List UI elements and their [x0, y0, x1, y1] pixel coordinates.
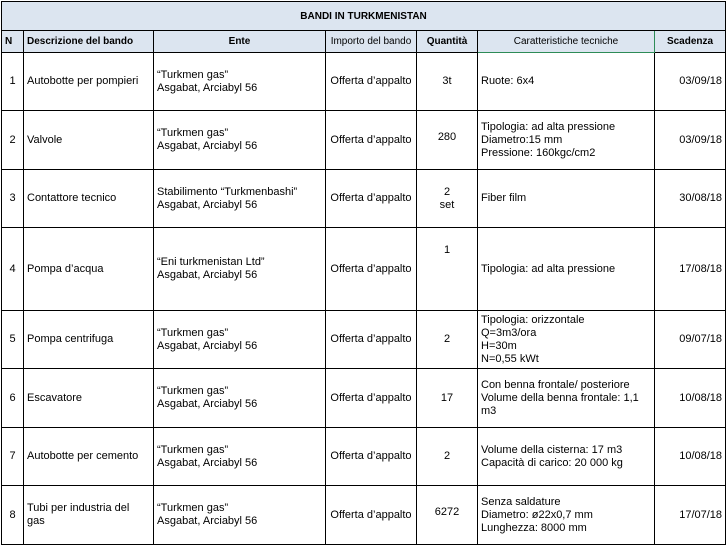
quantity-value: 6272: [434, 506, 460, 518]
spec-line: N=0,55 kWt: [481, 352, 539, 365]
tenders-table: [1, 1, 726, 545]
tender-specs[interactable]: [478, 53, 655, 111]
row-number[interactable]: 6: [2, 369, 24, 428]
tender-amount[interactable]: Offerta d’appalto: [326, 170, 417, 228]
spec-line: Q=3m3/ora: [481, 326, 537, 339]
tender-quantity[interactable]: [417, 486, 478, 545]
spec-line: Tipologia: ad alta pressione: [481, 120, 616, 133]
col-header-n[interactable]: N: [2, 31, 24, 53]
spec-line: Lunghezza: 8000 mm: [481, 521, 587, 534]
entity-address: Asgabat, Arciabyl 56: [157, 81, 258, 94]
tender-deadline[interactable]: 03/09/18: [655, 111, 726, 170]
spec-line: Diametro: ø22x0,7 mm: [481, 508, 593, 521]
tender-specs[interactable]: [478, 486, 655, 545]
spec-line: H=30m: [481, 339, 517, 352]
entity-address: Asgabat, Arciabyl 56: [157, 339, 258, 352]
row-number[interactable]: 5: [2, 311, 24, 369]
header-row: [2, 31, 726, 53]
row-number[interactable]: 3: [2, 170, 24, 228]
quantity-value: 2: [443, 185, 451, 198]
table-row: [2, 369, 726, 428]
table-row: [2, 111, 726, 170]
col-header-specs[interactable]: Caratteristiche tecniche: [478, 31, 655, 53]
table-title: BANDI IN TURKMENISTAN: [2, 2, 726, 31]
tender-entity[interactable]: [154, 311, 326, 369]
entity-name: “Turkmen gas”: [157, 502, 229, 514]
table-row: [2, 53, 726, 111]
tender-quantity[interactable]: [417, 170, 478, 228]
quantity-value: 2: [443, 450, 451, 462]
entity-name: “Turkmen gas”: [157, 443, 229, 456]
spec-line: Senza saldature: [481, 495, 561, 508]
entity-address: Asgabat, Arciabyl 56: [157, 269, 258, 281]
spec-line: Pressione: 160kgc/cm2: [481, 146, 596, 159]
tender-deadline[interactable]: 17/08/18: [655, 228, 726, 311]
tender-entity[interactable]: [154, 486, 326, 545]
tender-specs[interactable]: [478, 228, 655, 311]
entity-address: Asgabat, Arciabyl 56: [157, 456, 258, 469]
spec-line: Fiber film: [481, 192, 527, 204]
tender-quantity[interactable]: [417, 53, 478, 111]
table-row: [2, 311, 726, 369]
spec-line: Tipologia: ad alta pressione: [481, 262, 616, 275]
spec-line: Volume della benna frontale: 1,1 m3: [481, 391, 639, 417]
table-row: [2, 486, 726, 545]
entity-name: “Turkmen gas”: [157, 127, 229, 139]
tender-amount[interactable]: Offerta d’appalto: [326, 486, 417, 545]
entity-name: “Eni turkmenistan Ltd”: [157, 256, 265, 268]
row-number[interactable]: 8: [2, 486, 24, 545]
quantity-unit: set: [439, 198, 455, 211]
tender-entity[interactable]: [154, 170, 326, 228]
quantity-value: 3t: [442, 75, 452, 87]
tender-deadline[interactable]: 03/09/18: [655, 53, 726, 111]
tender-deadline[interactable]: 09/07/18: [655, 311, 726, 369]
table-row: [2, 428, 726, 486]
tender-deadline[interactable]: 30/08/18: [655, 170, 726, 228]
tender-entity[interactable]: [154, 53, 326, 111]
tender-description[interactable]: Valvole: [24, 111, 154, 170]
entity-address: Asgabat, Arciabyl 56: [157, 515, 258, 527]
tender-entity[interactable]: [154, 228, 326, 311]
row-number[interactable]: 4: [2, 228, 24, 311]
entity-address: Asgabat, Arciabyl 56: [157, 140, 258, 152]
tender-specs[interactable]: [478, 170, 655, 228]
tender-description[interactable]: Escavatore: [24, 369, 154, 428]
tender-description[interactable]: Tubi per industria del gas: [24, 486, 154, 545]
quantity-value: 17: [440, 391, 454, 404]
col-header-amount[interactable]: Importo del bando: [326, 31, 417, 53]
spec-line: Tipologia: orizzontale: [481, 313, 585, 326]
tender-amount[interactable]: Offerta d’appalto: [326, 228, 417, 311]
tender-amount[interactable]: Offerta d’appalto: [326, 53, 417, 111]
tender-description[interactable]: Contattore tecnico: [24, 170, 154, 228]
title-row: [2, 2, 726, 31]
tender-deadline[interactable]: 10/08/18: [655, 369, 726, 428]
tender-deadline[interactable]: 17/07/18: [655, 486, 726, 545]
col-header-description[interactable]: Descrizione del bando: [24, 31, 154, 53]
table-row: [2, 228, 726, 311]
tender-deadline[interactable]: 10/08/18: [655, 428, 726, 486]
spec-line: Volume della cisterna: 17 m3: [481, 443, 623, 456]
col-header-entity[interactable]: Ente: [154, 31, 326, 53]
col-header-deadline[interactable]: Scadenza: [655, 31, 726, 53]
tender-quantity[interactable]: [417, 111, 478, 170]
tender-description[interactable]: Autobotte per pompieri: [24, 53, 154, 111]
entity-name: “Turkmen gas”: [157, 68, 229, 81]
row-number[interactable]: 2: [2, 111, 24, 170]
tender-specs[interactable]: [478, 428, 655, 486]
row-number[interactable]: 7: [2, 428, 24, 486]
quantity-value: 280: [437, 131, 457, 143]
spec-line: Capacità di carico: 20 000 kg: [481, 456, 623, 469]
col-header-quantity[interactable]: Quantità: [417, 31, 478, 53]
entity-address: Asgabat, Arciabyl 56: [157, 198, 258, 211]
tender-quantity[interactable]: [417, 369, 478, 428]
tender-amount[interactable]: Offerta d’appalto: [326, 311, 417, 369]
entity-name: Stabilimento “Turkmenbashi”: [157, 185, 298, 198]
tender-entity[interactable]: [154, 428, 326, 486]
tender-specs[interactable]: [478, 369, 655, 428]
entity-name: “Turkmen gas”: [157, 326, 229, 339]
spec-line: Diametro:15 mm: [481, 133, 563, 146]
tender-amount[interactable]: Offerta d’appalto: [326, 428, 417, 486]
entity-address: Asgabat, Arciabyl 56: [157, 398, 258, 410]
tender-quantity[interactable]: [417, 228, 478, 311]
entity-name: “Turkmen gas”: [157, 385, 229, 397]
tender-description[interactable]: Autobotte per cemento: [24, 428, 154, 486]
tender-specs[interactable]: [478, 111, 655, 170]
tender-entity[interactable]: [154, 111, 326, 170]
quantity-value: 1: [443, 244, 451, 256]
spec-line: Con benna frontale/ posteriore: [481, 378, 630, 391]
tender-amount[interactable]: Offerta d’appalto: [326, 369, 417, 428]
tender-description[interactable]: Pompa centrifuga: [24, 311, 154, 369]
tender-description[interactable]: Pompa d’acqua: [24, 228, 154, 311]
tender-quantity[interactable]: [417, 311, 478, 369]
tender-entity[interactable]: [154, 369, 326, 428]
spec-line: Ruote: 6x4: [481, 75, 535, 87]
tender-quantity[interactable]: [417, 428, 478, 486]
table-row: [2, 170, 726, 228]
tender-amount[interactable]: Offerta d’appalto: [326, 111, 417, 170]
tender-specs[interactable]: [478, 311, 655, 369]
quantity-value: 2: [443, 333, 451, 345]
row-number[interactable]: 1: [2, 53, 24, 111]
